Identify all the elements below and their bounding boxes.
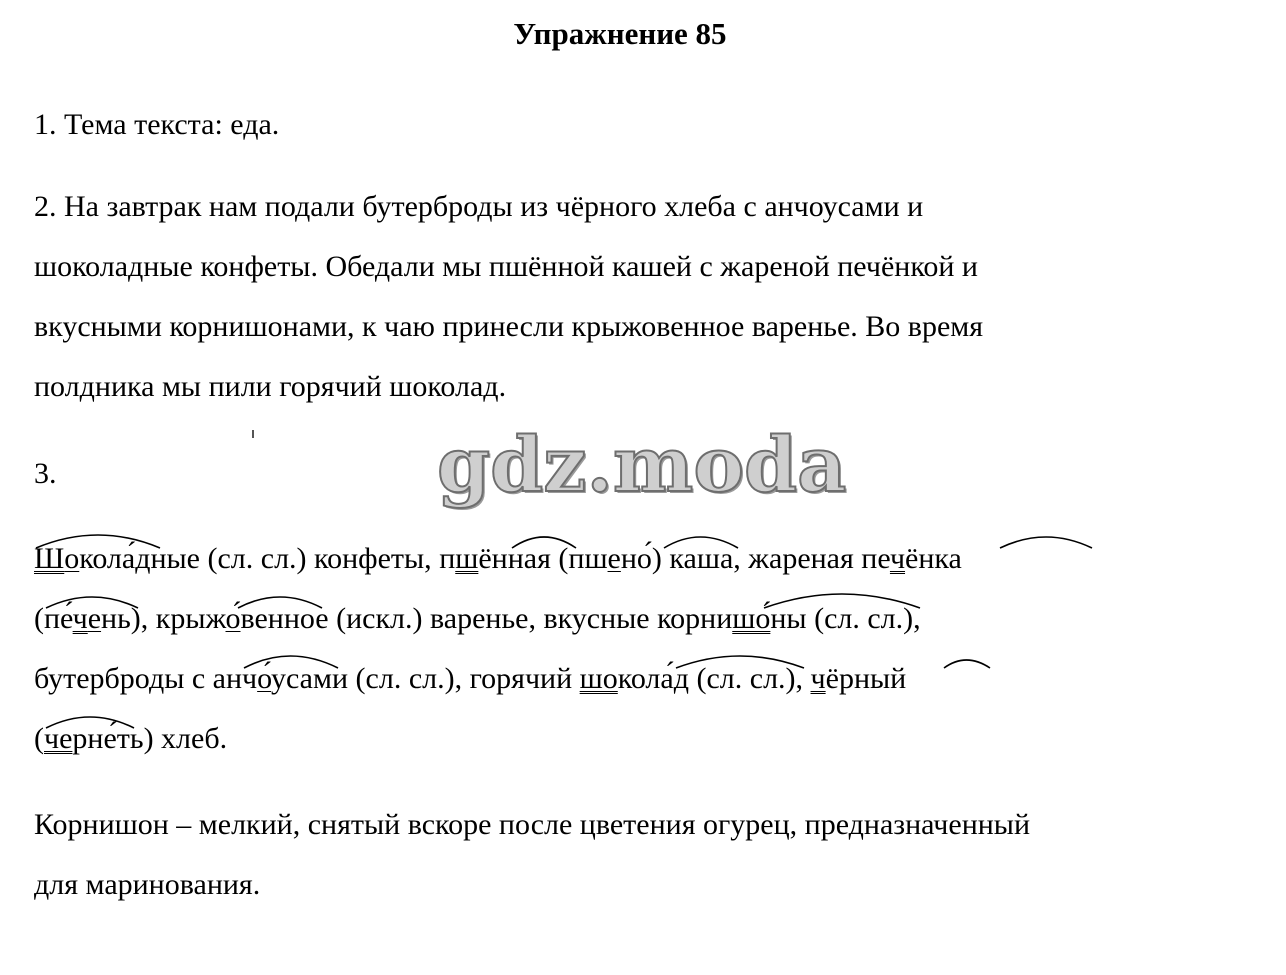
task3-line-2 (34, 602, 921, 636)
text-fragment: (пе́ (34, 602, 73, 635)
task1-text: 1. Тема текста: еда. (34, 108, 280, 141)
task3-line-4 (34, 722, 227, 756)
marked-letter: шо (732, 602, 771, 635)
marked-letter: ч (889, 542, 906, 575)
text-fragment: но́) каша, жареная пе (620, 542, 890, 575)
text-fragment: нь), крыж (101, 602, 226, 635)
marked-letter: шо (579, 662, 618, 695)
text-fragment: усами (сл. сл.), горячий (271, 662, 580, 695)
marked-letter: о (64, 542, 80, 575)
text-fragment: кола́д (сл. сл.), (617, 662, 811, 695)
text-fragment: ёнка (905, 542, 962, 575)
text-fragment: кола́дные (сл. сл.) конфеты, (79, 542, 440, 575)
definition-line-1: Корнишон – мелкий, снятый вскоре после цветения огурец, предназначенный (34, 808, 1031, 841)
watermark-logo: gdz.moda (437, 420, 847, 509)
task3-line-3 (34, 662, 906, 696)
text-fragment: ́ны (сл. сл.), (770, 602, 921, 635)
root-arc (1000, 537, 1092, 548)
text-fragment: рне́ть) хлеб. (72, 722, 228, 755)
definition-line-2: для маринования. (34, 868, 261, 901)
task2-line-1: 2. На завтрак нам подали бутерброды из чёрного хлеба с анчоусами и (34, 190, 924, 223)
text-fragment: ёрный (825, 662, 907, 695)
task2-line-4: полдника мы пили горячий шоколад. (34, 370, 507, 403)
task2-line-2: шоколадные конфеты. Обедали мы пшённой кашей с жареной печёнкой и (34, 250, 978, 283)
task3-line-1 (34, 542, 962, 576)
marked-letter: ш (455, 542, 479, 575)
marked-letter: ч (810, 662, 826, 695)
text-fragment: бутерброды с анч (34, 662, 258, 695)
exercise-title: Упражнение 85 (513, 16, 727, 51)
marked-letter: Ш (34, 542, 65, 575)
marked-letter: о́ (225, 602, 241, 635)
text-fragment: ённая (пш (478, 542, 608, 575)
marked-letter: о́ (257, 662, 271, 695)
task2-line-3: вкусными корнишонами, к чаю принесли крыжовенное варенье. Во время (34, 310, 984, 343)
marked-letter: че (44, 722, 73, 755)
marked-letter: е (607, 542, 621, 575)
marked-letter: ч (72, 602, 88, 635)
text-fragment: п (439, 542, 456, 575)
marked-letter: е (87, 602, 102, 635)
task3-label: 3. (34, 457, 57, 490)
text-fragment: ( (34, 722, 44, 755)
text-fragment: венное (искл.) варенье, вкусные корни (240, 602, 733, 635)
root-arc (944, 660, 990, 668)
stray-mark (252, 430, 254, 438)
